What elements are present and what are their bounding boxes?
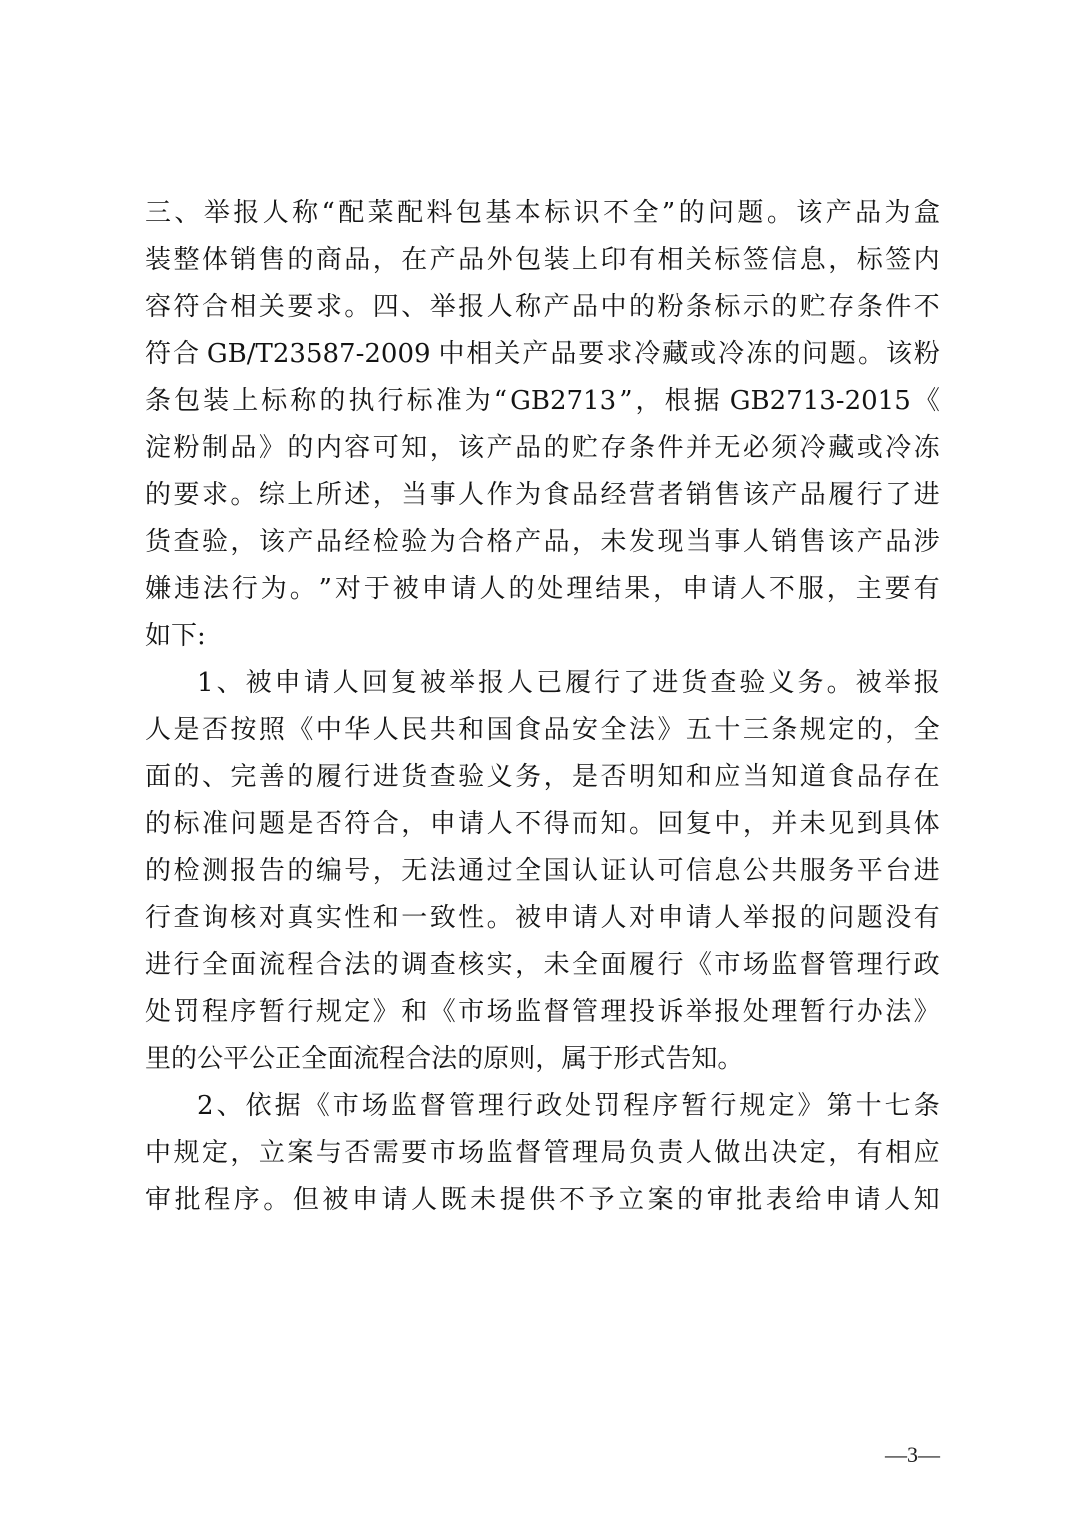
text-line: 人 是 否 按 照 《 中 华 人 民 共 和 国 食 品 安 全 法 》 五 十 三 条 规 定 的 ， 全 [145,715,940,745]
document-body [145,190,940,1224]
text-line: 中 规 定 ， 立 案 与 否 需 要 市 场 监 督 管 理 局 负 责 人 做 出 决 定 ， 有 相 应 [145,1138,940,1168]
text-line: 的 标 准 问 题 是 否 符 合 ， 申 请 人 不 得 而 知 。 回 复 中 ， 并 未 见 到 具 体 [145,809,940,839]
text-line: 嫌 违 法 行 为 。 ” 对 于 被 申 请 人 的 处 理 结 果 ， 申 请 人 不 服 ， 主 要 有 [145,574,940,604]
text-line: 装 整 体 销 售 的 商 品 ， 在 产 品 外 包 装 上 印 有 相 关 标 签 信 息 ， 标 签 内 [145,245,940,275]
text-line: 的 要 求 。 综 上 所 述 ， 当 事 人 作 为 食 品 经 营 者 销 售 该 产 品 履 行 了 进 [145,480,940,510]
text-line: 如 下 : [145,621,206,651]
text-line: 里 的 公 平 公 正 全 面 流 程 合 法 的 原 则 ， 属 于 形 式 告 知 。 [145,1044,744,1074]
text-line: 的 检 测 报 告 的 编 号 ， 无 法 通 过 全 国 认 证 认 可 信 息 公 共 服 务 平 台 进 [145,856,940,886]
text-line: 1 、 被 申 请 人 回 复 被 举 报 人 已 履 行 了 进 货 查 验 义 务 。 被 举 报 [197,668,940,698]
text-line: 进 行 全 面 流 程 合 法 的 调 查 核 实 ， 未 全 面 履 行 《 市 场 监 督 管 理 行 政 [145,950,940,980]
text-line: 符 合 GB/T23587-2009 中 相 关 产 品 要 求 冷 藏 或 冷 冻 的 问 题 。 该 粉 [145,339,940,369]
text-line: 处 罚 程 序 暂 行 规 定 》 和 《 市 场 监 督 管 理 投 诉 举 报 处 理 暂 行 办 法 》 [145,997,940,1027]
page-number: —3— [885,1442,940,1467]
text-line: 2 、 依 据 《 市 场 监 督 管 理 行 政 处 罚 程 序 暂 行 规 定 》 第 十 七 条 [197,1091,940,1121]
text-line: 条 包 装 上 标 称 的 执 行 标 准 为 “ GB2713 ” ， 根 据 GB2713-2015 《 [145,386,940,416]
text-line: 货 查 验 ， 该 产 品 经 检 验 为 合 格 产 品 ， 未 发 现 当 事 人 销 售 该 产 品 涉 [145,527,940,557]
text-line: 行 查 询 核 对 真 实 性 和 一 致 性 。 被 申 请 人 对 申 请 人 举 报 的 问 题 没 有 [145,903,940,933]
text-line: 面 的 、 完 善 的 履 行 进 货 查 验 义 务 ， 是 否 明 知 和 应 当 知 道 食 品 存 在 [145,762,940,792]
text-line: 三 、 举 报 人 称 “ 配 菜 配 料 包 基 本 标 识 不 全 ” 的 问 题 。 该 产 品 为 盒 [145,198,940,228]
text-line: 审 批 程 序 。 但 被 申 请 人 既 未 提 供 不 予 立 案 的 审 批 表 给 申 请 人 知 [145,1185,940,1215]
text-line: 淀 粉 制 品 》 的 内 容 可 知 ， 该 产 品 的 贮 存 条 件 并 无 必 须 冷 藏 或 冷 冻 [145,433,940,463]
text-line: 容 符 合 相 关 要 求 。 四 、 举 报 人 称 产 品 中 的 粉 条 标 示 的 贮 存 条 件 不 [145,292,940,322]
